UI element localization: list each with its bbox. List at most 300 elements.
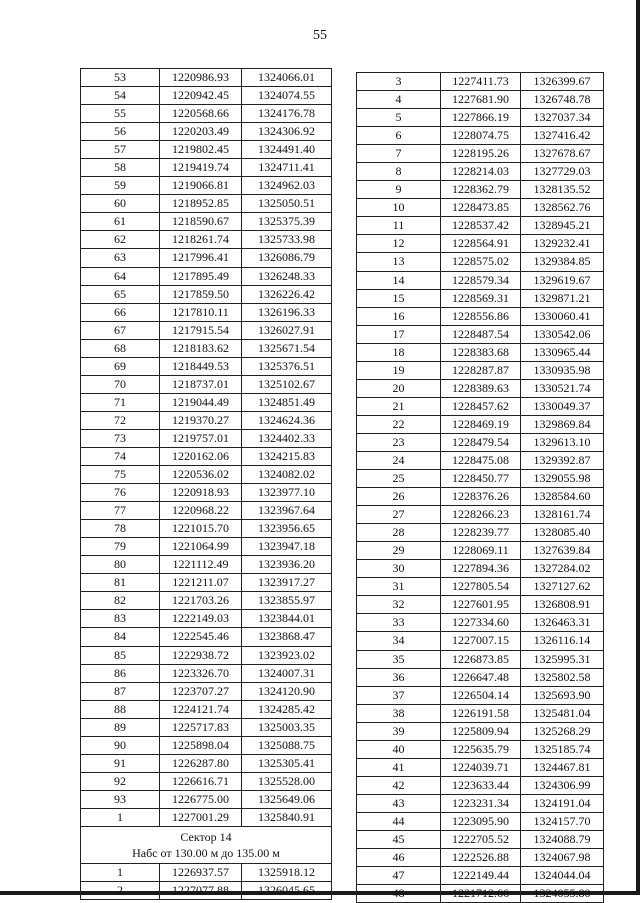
x-coordinate: 1227866.19 (441, 109, 521, 127)
point-number: 45 (357, 830, 441, 848)
y-coordinate: 1323956.65 (242, 520, 332, 538)
y-coordinate: 1326399.67 (521, 73, 604, 91)
table-row (357, 776, 604, 794)
y-coordinate: 1330060.41 (521, 307, 604, 325)
x-coordinate: 1228569.31 (441, 289, 521, 307)
point-number: 59 (81, 177, 160, 195)
table-row (81, 159, 332, 177)
y-coordinate: 1326463.31 (521, 614, 604, 632)
table-row (81, 123, 332, 141)
x-coordinate: 1220203.49 (160, 123, 242, 141)
table-row (357, 199, 604, 217)
table-row (81, 484, 332, 502)
point-number: 24 (357, 451, 441, 469)
point-number: 32 (357, 596, 441, 614)
table-row (357, 614, 604, 632)
x-coordinate: 1218737.01 (160, 375, 242, 393)
table-row (357, 343, 604, 361)
table-row (357, 722, 604, 740)
point-number: 58 (81, 159, 160, 177)
y-coordinate: 1324306.92 (242, 123, 332, 141)
x-coordinate: 1226873.85 (441, 650, 521, 668)
point-number: 83 (81, 610, 160, 628)
x-coordinate: 1225635.79 (441, 740, 521, 758)
point-number: 68 (81, 339, 160, 357)
table-row (81, 357, 332, 375)
table-row (357, 127, 604, 145)
point-number: 87 (81, 682, 160, 700)
y-coordinate: 1329613.10 (521, 433, 604, 451)
x-coordinate: 1222705.52 (441, 830, 521, 848)
point-number: 90 (81, 736, 160, 754)
point-number: 84 (81, 628, 160, 646)
x-coordinate: 1222526.88 (441, 849, 521, 867)
y-coordinate: 1326045.65 (242, 882, 332, 900)
y-coordinate: 1324088.79 (521, 830, 604, 848)
left-table-body-after-sector (81, 863, 332, 899)
x-coordinate: 1222938.72 (160, 646, 242, 664)
table-row (81, 538, 332, 556)
point-number: 35 (357, 650, 441, 668)
x-coordinate: 1217895.49 (160, 267, 242, 285)
point-number: 66 (81, 303, 160, 321)
table-row (81, 718, 332, 736)
sector-subtitle: Набс от 130.00 м до 135.00 м (132, 845, 280, 860)
point-number: 61 (81, 213, 160, 231)
y-coordinate: 1326248.33 (242, 267, 332, 285)
x-coordinate: 1228575.02 (441, 253, 521, 271)
point-number: 29 (357, 542, 441, 560)
table-row (357, 668, 604, 686)
x-coordinate: 1219370.27 (160, 411, 242, 429)
table-row (357, 379, 604, 397)
y-coordinate: 1324120.90 (242, 682, 332, 700)
y-coordinate: 1324007.31 (242, 664, 332, 682)
table-row (81, 700, 332, 718)
table-row (357, 217, 604, 235)
x-coordinate: 1226775.00 (160, 790, 242, 808)
point-number: 72 (81, 411, 160, 429)
point-number: 46 (357, 849, 441, 867)
x-coordinate: 1227601.95 (441, 596, 521, 614)
x-coordinate: 1221211.07 (160, 574, 242, 592)
table-row (357, 650, 604, 668)
point-number: 8 (357, 163, 441, 181)
y-coordinate: 1323844.01 (242, 610, 332, 628)
table-row (81, 772, 332, 790)
point-number: 9 (357, 181, 441, 199)
y-coordinate: 1325671.54 (242, 339, 332, 357)
x-coordinate: 1224039.71 (441, 758, 521, 776)
y-coordinate: 1324044.04 (521, 867, 604, 885)
y-coordinate: 1324157.70 (521, 812, 604, 830)
page-number: 55 (313, 28, 327, 43)
x-coordinate: 1228479.54 (441, 433, 521, 451)
table-row (357, 632, 604, 650)
point-number: 10 (357, 199, 441, 217)
table-row (357, 758, 604, 776)
x-coordinate: 1228266.23 (441, 506, 521, 524)
point-number: 19 (357, 361, 441, 379)
y-coordinate: 1325918.12 (242, 863, 332, 881)
point-number: 6 (357, 127, 441, 145)
x-coordinate: 1228383.68 (441, 343, 521, 361)
table-row (81, 321, 332, 339)
point-number: 75 (81, 466, 160, 484)
x-coordinate: 1220536.02 (160, 466, 242, 484)
x-coordinate: 1228537.42 (441, 217, 521, 235)
point-number: 41 (357, 758, 441, 776)
x-coordinate: 1222545.46 (160, 628, 242, 646)
point-number: 91 (81, 754, 160, 772)
y-coordinate: 1328135.52 (521, 181, 604, 199)
table-row (357, 415, 604, 433)
y-coordinate: 1326086.79 (242, 249, 332, 267)
point-number: 88 (81, 700, 160, 718)
y-coordinate: 1327127.62 (521, 578, 604, 596)
y-coordinate: 1329392.87 (521, 451, 604, 469)
table-row (357, 596, 604, 614)
x-coordinate: 1225809.94 (441, 722, 521, 740)
x-coordinate: 1228195.26 (441, 145, 521, 163)
table-row (357, 578, 604, 596)
point-number: 44 (357, 812, 441, 830)
y-coordinate: 1328584.60 (521, 488, 604, 506)
y-coordinate: 1323967.64 (242, 502, 332, 520)
table-row (81, 502, 332, 520)
table-row (81, 195, 332, 213)
table-row (81, 882, 332, 900)
point-number: 47 (357, 867, 441, 885)
y-coordinate: 1325840.91 (242, 808, 332, 826)
y-coordinate: 1329384.85 (521, 253, 604, 271)
point-number: 70 (81, 375, 160, 393)
table-row (81, 863, 332, 881)
x-coordinate: 1219044.49 (160, 393, 242, 411)
table-row (81, 808, 332, 826)
x-coordinate: 1228556.86 (441, 307, 521, 325)
table-row (81, 610, 332, 628)
x-coordinate: 1226287.80 (160, 754, 242, 772)
x-coordinate: 1217810.11 (160, 303, 242, 321)
table-row (81, 447, 332, 465)
y-coordinate: 1324055.80 (521, 885, 604, 903)
y-coordinate: 1325693.90 (521, 686, 604, 704)
sector-header-cell (81, 826, 332, 863)
x-coordinate: 1226647.48 (441, 668, 521, 686)
y-coordinate: 1325185.74 (521, 740, 604, 758)
table-row (357, 109, 604, 127)
y-coordinate: 1325003.35 (242, 718, 332, 736)
point-number: 89 (81, 718, 160, 736)
y-coordinate: 1324285.42 (242, 700, 332, 718)
point-number: 30 (357, 560, 441, 578)
x-coordinate: 1228469.19 (441, 415, 521, 433)
point-number: 60 (81, 195, 160, 213)
y-coordinate: 1329869.84 (521, 415, 604, 433)
sector-header-row (81, 826, 332, 863)
point-number: 42 (357, 776, 441, 794)
y-coordinate: 1329055.98 (521, 470, 604, 488)
y-coordinate: 1328161.74 (521, 506, 604, 524)
y-coordinate: 1324215.83 (242, 447, 332, 465)
table-row (357, 686, 604, 704)
table-row (81, 429, 332, 447)
table-row (81, 664, 332, 682)
x-coordinate: 1223633.44 (441, 776, 521, 794)
table-row (81, 682, 332, 700)
y-coordinate: 1324067.98 (521, 849, 604, 867)
table-row (81, 213, 332, 231)
table-row (357, 867, 604, 885)
point-number: 14 (357, 271, 441, 289)
sector-header (81, 826, 332, 863)
y-coordinate: 1326748.78 (521, 91, 604, 109)
table-row (81, 574, 332, 592)
point-number: 4 (357, 91, 441, 109)
point-number: 48 (357, 885, 441, 903)
sector-title: Сектор 14 (180, 829, 232, 844)
y-coordinate: 1325733.98 (242, 231, 332, 249)
x-coordinate: 1228457.62 (441, 397, 521, 415)
left-table-body (81, 69, 332, 827)
x-coordinate: 1223707.27 (160, 682, 242, 700)
y-coordinate: 1327284.02 (521, 560, 604, 578)
y-coordinate: 1325102.67 (242, 375, 332, 393)
table-row (357, 307, 604, 325)
table-row (81, 267, 332, 285)
x-coordinate: 1220162.06 (160, 447, 242, 465)
x-coordinate: 1221015.70 (160, 520, 242, 538)
point-number: 43 (357, 794, 441, 812)
point-number: 54 (81, 87, 160, 105)
point-number: 82 (81, 592, 160, 610)
point-number: 67 (81, 321, 160, 339)
y-coordinate: 1325376.51 (242, 357, 332, 375)
table-row (81, 141, 332, 159)
table-row (81, 231, 332, 249)
point-number: 26 (357, 488, 441, 506)
x-coordinate: 1221112.49 (160, 556, 242, 574)
table-row (357, 704, 604, 722)
x-coordinate: 1227681.90 (441, 91, 521, 109)
y-coordinate: 1325050.51 (242, 195, 332, 213)
table-row (81, 411, 332, 429)
y-coordinate: 1328562.76 (521, 199, 604, 217)
point-number: 92 (81, 772, 160, 790)
point-number: 55 (81, 105, 160, 123)
point-number: 1 (81, 808, 160, 826)
y-coordinate: 1323936.20 (242, 556, 332, 574)
y-coordinate: 1324306.99 (521, 776, 604, 794)
table-row (357, 740, 604, 758)
y-coordinate: 1325375.39 (242, 213, 332, 231)
point-number: 21 (357, 397, 441, 415)
y-coordinate: 1327729.03 (521, 163, 604, 181)
x-coordinate: 1218590.67 (160, 213, 242, 231)
x-coordinate: 1219802.45 (160, 141, 242, 159)
y-coordinate: 1324851.49 (242, 393, 332, 411)
y-coordinate: 1324491.40 (242, 141, 332, 159)
x-coordinate: 1228389.63 (441, 379, 521, 397)
x-coordinate: 1226191.58 (441, 704, 521, 722)
point-number: 38 (357, 704, 441, 722)
table-row (81, 393, 332, 411)
point-number: 71 (81, 393, 160, 411)
y-coordinate: 1325802.58 (521, 668, 604, 686)
table-row (81, 285, 332, 303)
x-coordinate: 1226937.57 (160, 863, 242, 881)
x-coordinate: 1218183.62 (160, 339, 242, 357)
x-coordinate: 1219419.74 (160, 159, 242, 177)
y-coordinate: 1330049.37 (521, 397, 604, 415)
x-coordinate: 1228376.26 (441, 488, 521, 506)
table-row (357, 361, 604, 379)
table-row (357, 506, 604, 524)
point-number: 37 (357, 686, 441, 704)
y-coordinate: 1325268.29 (521, 722, 604, 740)
point-number: 11 (357, 217, 441, 235)
table-row (81, 556, 332, 574)
table-row (357, 849, 604, 867)
right-table-body (357, 73, 604, 903)
point-number: 25 (357, 470, 441, 488)
point-number: 5 (357, 109, 441, 127)
table-row (81, 520, 332, 538)
table-row (81, 177, 332, 195)
table-row (357, 181, 604, 199)
point-number: 28 (357, 524, 441, 542)
y-coordinate: 1326027.91 (242, 321, 332, 339)
x-coordinate: 1221064.99 (160, 538, 242, 556)
x-coordinate: 1223095.90 (441, 812, 521, 830)
table-row (357, 163, 604, 181)
point-number: 76 (81, 484, 160, 502)
point-number: 69 (81, 357, 160, 375)
x-coordinate: 1228239.77 (441, 524, 521, 542)
x-coordinate: 1225898.04 (160, 736, 242, 754)
point-number: 74 (81, 447, 160, 465)
table-row (81, 628, 332, 646)
point-number: 40 (357, 740, 441, 758)
table-row (357, 325, 604, 343)
y-coordinate: 1326226.42 (242, 285, 332, 303)
point-number: 63 (81, 249, 160, 267)
point-number: 80 (81, 556, 160, 574)
table-row (357, 524, 604, 542)
table-row (357, 488, 604, 506)
point-number: 62 (81, 231, 160, 249)
y-coordinate: 1324191.04 (521, 794, 604, 812)
table-row (81, 375, 332, 393)
table-row (81, 736, 332, 754)
point-number: 64 (81, 267, 160, 285)
x-coordinate: 1228473.85 (441, 199, 521, 217)
x-coordinate: 1218449.53 (160, 357, 242, 375)
y-coordinate: 1323923.02 (242, 646, 332, 664)
point-number: 33 (357, 614, 441, 632)
y-coordinate: 1323868.47 (242, 628, 332, 646)
x-coordinate: 1218952.85 (160, 195, 242, 213)
table-row (357, 253, 604, 271)
point-number: 12 (357, 235, 441, 253)
x-coordinate: 1227001.29 (160, 808, 242, 826)
table-row (357, 542, 604, 560)
table-row (81, 646, 332, 664)
x-coordinate: 1227411.73 (441, 73, 521, 91)
x-coordinate: 1227334.60 (441, 614, 521, 632)
y-coordinate: 1328085.40 (521, 524, 604, 542)
table-row (81, 466, 332, 484)
point-number: 18 (357, 343, 441, 361)
x-coordinate: 1222149.44 (441, 867, 521, 885)
x-coordinate: 1228069.11 (441, 542, 521, 560)
table-row (81, 303, 332, 321)
table-row (357, 433, 604, 451)
point-number: 85 (81, 646, 160, 664)
x-coordinate: 1228475.08 (441, 451, 521, 469)
x-coordinate: 1217915.54 (160, 321, 242, 339)
y-coordinate: 1324402.33 (242, 429, 332, 447)
table-row (357, 289, 604, 307)
y-coordinate: 1325481.04 (521, 704, 604, 722)
y-coordinate: 1327037.34 (521, 109, 604, 127)
y-coordinate: 1323917.27 (242, 574, 332, 592)
table-row (81, 249, 332, 267)
point-number: 22 (357, 415, 441, 433)
x-coordinate: 1218261.74 (160, 231, 242, 249)
y-coordinate: 1324066.01 (242, 69, 332, 87)
x-coordinate: 1227007.15 (441, 632, 521, 650)
x-coordinate: 1220968.22 (160, 502, 242, 520)
x-coordinate: 1228564.91 (441, 235, 521, 253)
y-coordinate: 1325649.06 (242, 790, 332, 808)
y-coordinate: 1326808.91 (521, 596, 604, 614)
y-coordinate: 1323977.10 (242, 484, 332, 502)
table-row (357, 145, 604, 163)
y-coordinate: 1324624.36 (242, 411, 332, 429)
table-row (81, 339, 332, 357)
y-coordinate: 1329619.67 (521, 271, 604, 289)
x-coordinate: 1228362.79 (441, 181, 521, 199)
y-coordinate: 1330521.74 (521, 379, 604, 397)
table-row (357, 397, 604, 415)
point-number: 79 (81, 538, 160, 556)
coordinates-table-right (356, 72, 604, 903)
x-coordinate: 1228214.03 (441, 163, 521, 181)
point-number: 13 (357, 253, 441, 271)
y-coordinate: 1324082.02 (242, 466, 332, 484)
y-coordinate: 1325528.00 (242, 772, 332, 790)
x-coordinate: 1228487.54 (441, 325, 521, 343)
y-coordinate: 1324962.03 (242, 177, 332, 195)
table-row (81, 592, 332, 610)
point-number: 1 (81, 863, 160, 881)
table-row (81, 754, 332, 772)
x-coordinate: 1225717.83 (160, 718, 242, 736)
point-number: 65 (81, 285, 160, 303)
x-coordinate: 1223326.70 (160, 664, 242, 682)
x-coordinate: 1224121.74 (160, 700, 242, 718)
x-coordinate: 1226504.14 (441, 686, 521, 704)
point-number: 93 (81, 790, 160, 808)
table-row (81, 790, 332, 808)
point-number: 77 (81, 502, 160, 520)
point-number: 20 (357, 379, 441, 397)
x-coordinate: 1217996.41 (160, 249, 242, 267)
y-coordinate: 1329871.21 (521, 289, 604, 307)
point-number: 31 (357, 578, 441, 596)
